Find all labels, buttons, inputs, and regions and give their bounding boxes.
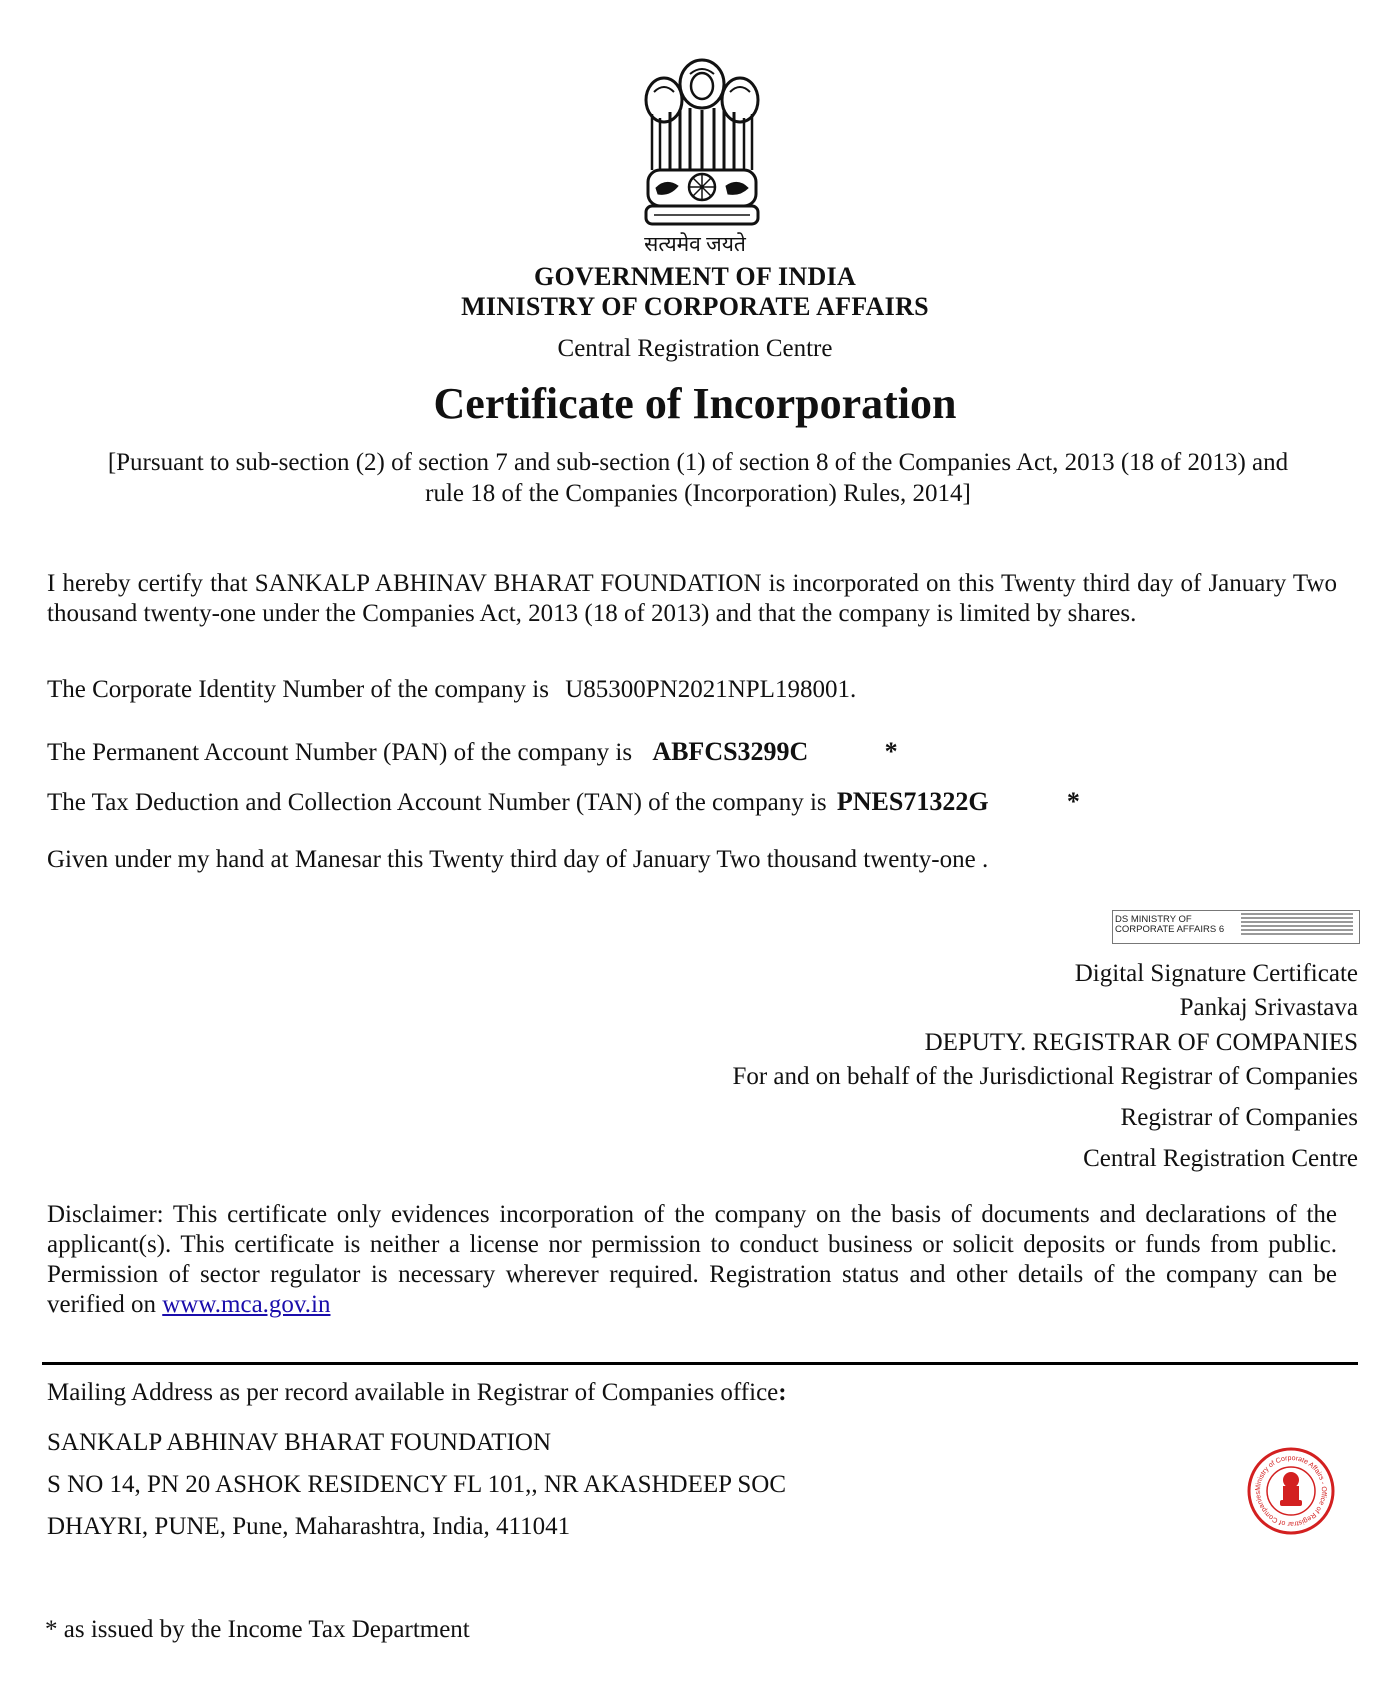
- digital-signature-stamp[interactable]: [1112, 910, 1360, 944]
- pan-row: [47, 737, 1337, 768]
- mca-link[interactable]: www.mca.gov.in: [162, 1291, 331, 1318]
- state-emblem-icon: [640, 52, 764, 232]
- signature-line-5: Registrar of Companies: [1120, 1104, 1358, 1131]
- pursuant-line-2: rule 18 of the Companies (Incorporation) Rules, 2014]: [425, 480, 971, 507]
- tan-asterisk: *: [1066, 787, 1080, 816]
- cin-row: [47, 675, 1337, 705]
- cin-value: U85300PN2021NPL198001.: [565, 676, 857, 703]
- mailing-company-name: SANKALP ABHINAV BHARAT FOUNDATION: [47, 1429, 552, 1456]
- tan-value: PNES71322G: [836, 787, 989, 816]
- tan-label: The Tax Deduction and Collection Account Number (TAN) of the company is: [47, 789, 827, 816]
- mailing-heading-colon: :: [778, 1379, 787, 1406]
- seal-text: Ministry of Corporate Affairs - Office of Registrar of Companies: [1254, 1454, 1328, 1528]
- cin-label: The Corporate Identity Number of the company is: [47, 676, 549, 703]
- mailing-heading: [47, 1378, 1337, 1408]
- mailing-address-line-2: DHAYRI, PUNE, Pune, Maharashtra, India, 411041: [47, 1513, 571, 1540]
- given-statement: Given under my hand at Manesar this Twenty third day of January Two thousand twenty-one .: [47, 846, 989, 873]
- signature-line-6: Central Registration Centre: [1083, 1145, 1358, 1172]
- signer-designation: DEPUTY. REGISTRAR OF COMPANIES: [924, 1029, 1358, 1056]
- signature-detail-lines: [1241, 913, 1353, 940]
- header-centre: Central Registration Centre: [557, 335, 833, 362]
- disclaimer-text: Disclaimer: This certificate only evidences incorporation of the company on the basis of documents and declarations of the applicant(s). This certificate is neither a license nor permission to conduct business or solicit deposits or funds from public. Permission of sector regulator is necessary wherever required. Registration status and other details of the company can be verified on: [47, 1201, 1337, 1318]
- pan-asterisk: *: [884, 737, 898, 766]
- header-government: GOVERNMENT OF INDIA: [533, 262, 857, 291]
- emblem-motto: सत्यमेव जयते: [644, 232, 746, 256]
- mailing-address-line-1: S NO 14, PN 20 ASHOK RESIDENCY FL 101,, NR AKASHDEEP SOC: [47, 1471, 786, 1498]
- pursuant-line-1: [Pursuant to sub-section (2) of section 7 and sub-section (1) of section 8 of the Companies Act, 2013 (18 of 2013) and: [107, 449, 1289, 476]
- divider: [42, 1362, 1358, 1365]
- disclaimer: [47, 1200, 1337, 1320]
- signature-stamp-line-1: DS MINISTRY OF: [1115, 914, 1192, 925]
- signature-stamp-line-2: CORPORATE AFFAIRS 6: [1115, 924, 1225, 935]
- signer-name: Pankaj Srivastava: [1179, 994, 1358, 1021]
- tan-row: [47, 787, 1337, 818]
- pan-label: The Permanent Account Number (PAN) of the company is: [47, 739, 633, 766]
- certify-paragraph: I hereby certify that SANKALP ABHINAV BHARAT FOUNDATION is incorporated on this Twenty third day of January Two thousand twenty-one under the Companies Act, 2013 (18 of 2013) and that the company is limited by shares.: [47, 570, 1337, 627]
- roc-seal-icon: [1246, 1446, 1336, 1536]
- signature-stamp-label: [1115, 915, 1224, 935]
- footnote: * as issued by the Income Tax Department: [45, 1616, 470, 1643]
- mailing-heading-text: Mailing Address as per record available in Registrar of Companies office: [47, 1379, 779, 1406]
- signature-line-4: For and on behalf of the Jurisdictional Registrar of Companies: [732, 1063, 1358, 1090]
- pan-value: ABFCS3299C: [652, 737, 809, 766]
- page-title: Certificate of Incorporation: [433, 379, 957, 428]
- signature-line-1: Digital Signature Certificate: [1074, 960, 1358, 987]
- pursuant-clause: [48, 447, 1348, 509]
- header-ministry: MINISTRY OF CORPORATE AFFAIRS: [461, 292, 929, 321]
